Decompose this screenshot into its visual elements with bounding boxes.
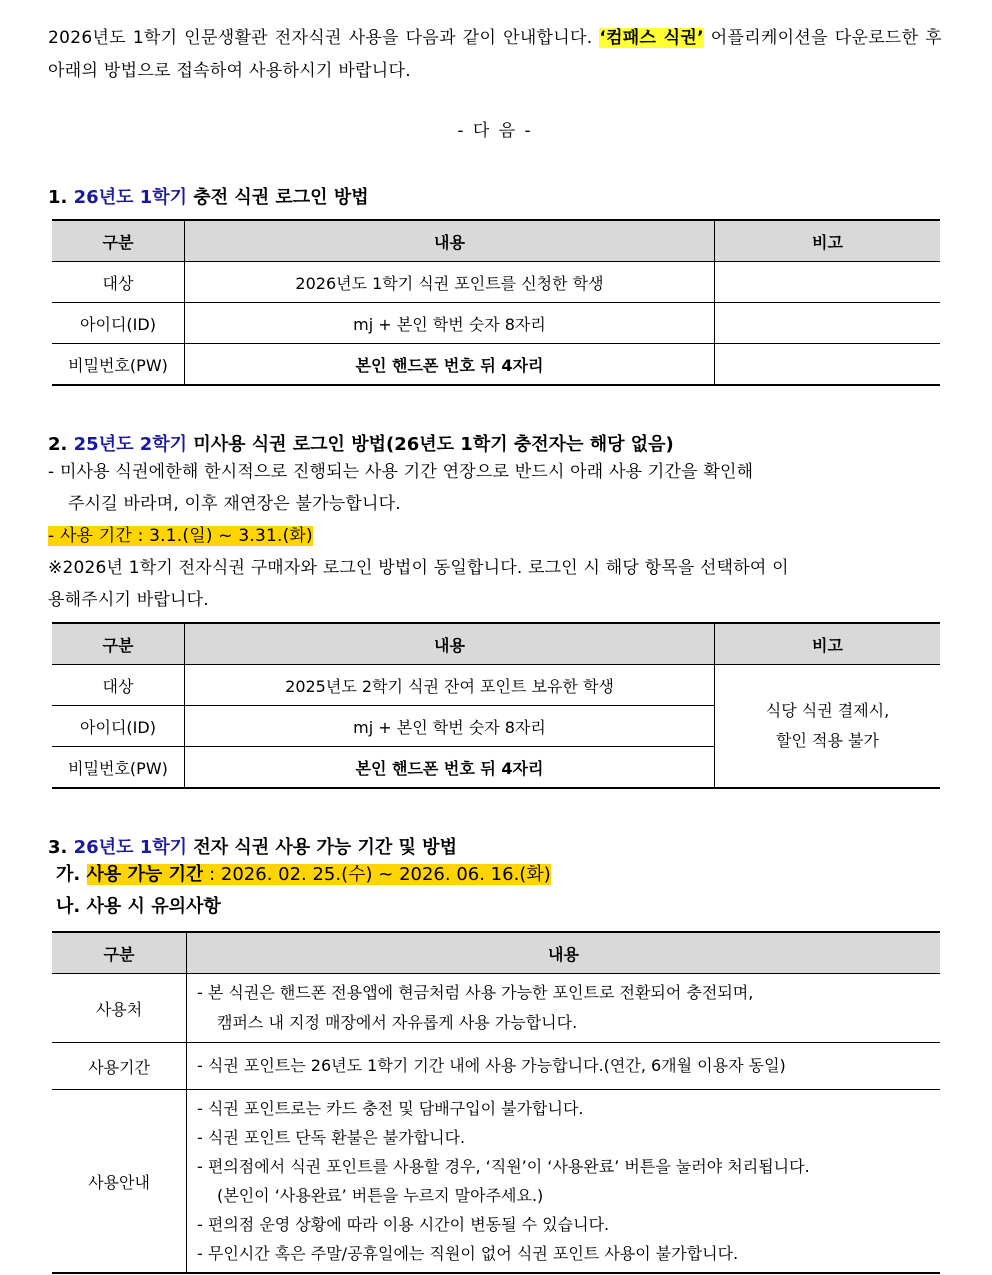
intro-text-2: 어플리케이션을 다운로드한 후 아래의 방법으로 접속하여 사용하시기 바랍니다. [48,28,943,81]
header-category: 구분 [52,623,185,665]
header-remark: 비고 [715,220,941,262]
section1-term: 26년도 1학기 [73,187,188,208]
da-eum-heading: - 다 음 - [457,121,533,141]
section3-sub-a [48,859,942,891]
content-line: - 본 식권은 핸드폰 전용앱에 현금처럼 사용 가능한 포인트로 전환되어 충전되며, [197,983,754,1002]
content-line: - 무인시간 혹은 주말/공휴일에는 직원이 없어 식권 포인트 사용이 불가합니다. [197,1244,739,1263]
section2-number: 2. [48,434,74,455]
row-value [187,1090,941,1274]
row-value: 2026년도 1학기 식권 포인트를 신청한 학생 [185,262,715,303]
app-name-highlight: ‘컴패스 식권’ [599,28,704,48]
remark-line2: 할인 적용 불가 [776,731,879,750]
row-key: 아이디(ID) [52,303,185,344]
section3-rest: 전자 식권 사용 가능 기간 및 방법 [187,837,457,858]
row-key: 사용기간 [52,1043,187,1090]
row-value: mj + 본인 학번 숫자 8자리 [185,706,715,747]
section2-description [48,456,942,616]
section2-title [48,430,942,456]
content-line: - 편의점에서 식권 포인트를 사용할 경우, ‘직원’이 ‘사용완료’ 버튼을 눌러야 처리됩니다. [197,1157,810,1176]
row-value: 본인 핸드폰 번호 뒤 4자리 [185,344,715,386]
section2-table [52,622,940,789]
section1-title [48,183,942,209]
sub-a-value: : 2026. 02. 25.(수) ~ 2026. 06. 16.(화) [203,864,551,885]
content-line: - 식권 포인트는 26년도 1학기 기간 내에 사용 가능합니다.(연간, 6개월 이용자 동일) [197,1056,786,1075]
row-key: 비밀번호(PW) [52,344,185,386]
table-row [52,665,940,706]
section2-note-line1: ※2026년 1학기 전자식권 구매자와 로그인 방법이 동일합니다. 로그인 시 해당 항목을 선택하여 이 [48,558,789,578]
row-note [715,344,941,386]
table-row [52,974,940,1043]
header-remark: 비고 [715,623,941,665]
row-key: 사용처 [52,974,187,1043]
header-content: 내용 [185,220,715,262]
row-key: 비밀번호(PW) [52,747,185,789]
row-key: 사용안내 [52,1090,187,1274]
header-content: 내용 [187,932,941,974]
section2-rest: 미사용 식권 로그인 방법(26년도 1학기 충전자는 해당 없음) [187,434,674,455]
row-note [715,262,941,303]
row-note [715,303,941,344]
content-line: - 편의점 운영 상황에 따라 이용 시간이 변동될 수 있습니다. [197,1215,610,1234]
table-header-row [52,623,940,665]
section3-table [52,931,940,1274]
table-row [52,1043,940,1090]
remark-line1: 식당 식권 결제시, [765,701,890,720]
section1-table [52,219,940,386]
content-line: (본인이 ‘사용완료’ 버튼을 누르지 말아주세요.) [217,1186,544,1205]
table-row [52,1090,940,1274]
content-line: - 식권 포인트 단독 환불은 불가합니다. [197,1128,466,1147]
section3-term: 26년도 1학기 [73,837,188,858]
sub-a-prefix: 가. [56,864,87,885]
content-line: 캠퍼스 내 지정 매장에서 자유롭게 사용 가능합니다. [217,1013,578,1032]
intro-text-1: 2026년도 1학기 인문생활관 전자식권 사용을 다음과 같이 안내합니다. [48,28,600,48]
section3-sub-b: 나. 사용 시 유의사항 [56,896,221,917]
section1-number: 1. [48,187,74,208]
section3-title [48,833,942,859]
content-line: - 식권 포인트로는 카드 충전 및 담배구입이 불가합니다. [197,1099,584,1118]
section2-line1: - 미사용 식권에한해 한시적으로 진행되는 사용 기간 연장으로 반드시 아래 사용 기간을 확인해 [48,462,754,482]
section2-period-highlight: - 사용 기간 : 3.1.(일) ~ 3.31.(화) [48,526,313,546]
header-content: 내용 [185,623,715,665]
row-value: mj + 본인 학번 숫자 8자리 [185,303,715,344]
sub-a-label: 사용 가능 기간 [86,864,204,885]
row-value: 2025년도 2학기 식권 잔여 포인트 보유한 학생 [185,665,715,706]
table-row [52,344,940,386]
remark-cell [715,665,941,789]
section2-term: 25년도 2학기 [73,434,188,455]
header-category: 구분 [52,220,185,262]
section2-note-line2: 용해주시기 바랍니다. [48,590,209,610]
table-header-row [52,220,940,262]
table-row [52,262,940,303]
notice-page [48,22,942,1274]
table-header-row [52,932,940,974]
row-value [187,1043,941,1090]
row-key: 대상 [52,262,185,303]
row-value: 본인 핸드폰 번호 뒤 4자리 [185,747,715,789]
section2-line2: 주시길 바라며, 이후 재연장은 불가능합니다. [68,494,401,514]
table-row [52,303,940,344]
row-key: 대상 [52,665,185,706]
row-key: 아이디(ID) [52,706,185,747]
header-category: 구분 [52,932,187,974]
row-value [187,974,941,1043]
intro-paragraph [48,22,942,88]
section1-rest: 충전 식권 로그인 방법 [187,187,369,208]
section3-number: 3. [48,837,74,858]
